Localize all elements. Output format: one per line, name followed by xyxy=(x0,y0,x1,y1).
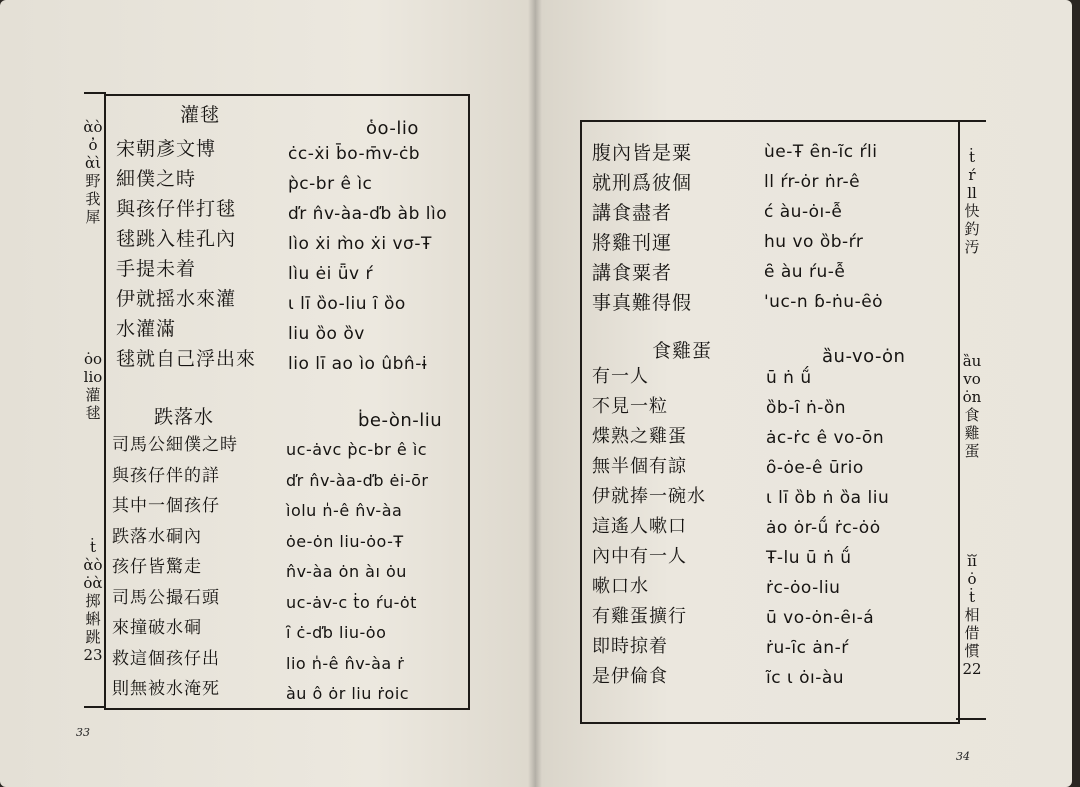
side-glyph: ȯn xyxy=(962,388,982,406)
hanzi-line: 將雞刊運 xyxy=(592,232,673,254)
right-frame-bottom-extension xyxy=(956,718,986,720)
hanzi-line: 這遙人嗽口 xyxy=(592,516,687,537)
left-page-number: 33 xyxy=(76,726,90,739)
side-glyph: 慣 xyxy=(964,642,980,660)
side-glyph: 22 xyxy=(962,660,982,678)
side-glyph: 食 xyxy=(964,406,980,424)
romanized-line: 'uc-n ɓ-ṅu-ȇȯ xyxy=(764,292,884,312)
romanized-line: hu vo ȍb-ŕr xyxy=(764,232,864,252)
hanzi-line: 孩仔皆驚走 xyxy=(112,557,202,577)
romanized-line: ȧo ȯr-ṹ ṙc-ȯȯ xyxy=(766,518,881,538)
right-side-bot xyxy=(960,552,984,678)
right-frame-top-extension xyxy=(956,120,986,122)
hanzi-line: 嗽口水 xyxy=(592,576,649,597)
side-glyph: ȯo xyxy=(83,350,103,368)
hanzi-line: 司馬公撮石頭 xyxy=(112,587,220,608)
side-glyph: ll xyxy=(967,184,977,202)
romanized-line: ȇ àu ŕu-ễ xyxy=(764,262,846,282)
romanized-line: ùe-Ŧ ȇn-ĩc ŕli xyxy=(764,142,878,162)
romanized-line: ȍb-ȋ ṅ-ȍn xyxy=(766,398,847,418)
side-glyph: vo xyxy=(963,370,981,388)
romanized-line: ṙu-ȋc ȧn-ŕ xyxy=(766,638,849,658)
romanized-line: lio n̍-ê n̂v-àa ṙ xyxy=(286,653,405,673)
hanzi-line: 有一人 xyxy=(592,366,649,387)
side-glyph: 野 xyxy=(85,172,101,190)
side-glyph: ṫ xyxy=(89,538,97,556)
left-frame-top-extension xyxy=(84,92,106,94)
hanzi-line: 不見一粒 xyxy=(592,396,668,417)
romanized-line: ɩ lī ȍo-liu ȋ ȍo xyxy=(288,294,406,314)
side-glyph: ὰὸ xyxy=(83,118,103,136)
romanized-line: ďr n̂v-àa-ďb ėi-ōr xyxy=(286,470,429,490)
hanzi-line: 宋朝彥文博 xyxy=(116,138,217,160)
side-glyph: 雞 xyxy=(964,424,980,442)
romanized-line: ṙc-ȯo-liu xyxy=(766,578,841,598)
left-title-1: 灌毬 xyxy=(180,104,221,126)
right-side-top xyxy=(960,148,984,256)
romanized-line: uc-ȧv-c ṫo ŕu-ȯt xyxy=(286,592,417,612)
romanized-line: àu ô ȯr liu ṙoic xyxy=(286,684,410,703)
romanized-line: ȋ ċ-ďb liu-ȯo xyxy=(286,623,387,642)
side-glyph: 跳 xyxy=(85,628,101,646)
romanized-line: liu ȍo ȍv xyxy=(288,324,365,344)
hanzi-line: 內中有一人 xyxy=(592,546,687,567)
hanzi-line: 其中一個孩仔 xyxy=(112,496,220,516)
side-glyph: 汚 xyxy=(964,238,980,256)
romanized-line: lìu ėi ǖv ŕ xyxy=(288,264,373,284)
hanzi-line: 與孩仔伴的詳 xyxy=(112,465,220,486)
side-glyph: 快 xyxy=(964,202,980,220)
hanzi-line: 伊就捧一碗水 xyxy=(592,486,706,507)
romanized-line: lìo ẋi m̀o ẋi vσ-Ŧ xyxy=(288,234,432,254)
left-side-top xyxy=(82,118,104,226)
side-glyph: ὰὶ xyxy=(84,154,101,172)
right-title-2: 食雞蛋 xyxy=(652,340,713,362)
side-glyph: ĭĭ xyxy=(967,552,977,570)
romanized-line: ìolu n̍-ê n̂v-àa xyxy=(286,501,403,520)
hanzi-line: 救這個孩仔出 xyxy=(112,648,220,669)
left-rom-title-2: ḃe-òn-liu xyxy=(358,410,443,431)
right-rom-title-2: ȁu-vo-ȯn xyxy=(822,346,906,367)
romanized-line: ȧc-ṙc ê vo-ōn xyxy=(766,428,885,448)
side-glyph: lio xyxy=(83,368,103,386)
right-side-mid xyxy=(960,352,984,460)
side-glyph: 毬 xyxy=(85,404,101,422)
hanzi-line: 講食粟者 xyxy=(592,262,673,284)
hanzi-line: 司馬公細僕之時 xyxy=(112,435,238,455)
side-glyph: ȯ xyxy=(967,570,977,588)
hanzi-line: 手提未着 xyxy=(116,258,197,280)
hanzi-line: 講食盡者 xyxy=(592,202,673,224)
romanized-line: ɩ lī ȍb ṅ ȍa liu xyxy=(766,488,890,508)
romanized-line: n̂v-àa ȯn àı ȯu xyxy=(286,562,407,581)
left-frame-bottom-extension xyxy=(84,706,106,708)
left-title-2: 跌落水 xyxy=(154,406,215,428)
hanzi-line: 無半個有諒 xyxy=(592,456,687,477)
left-side-mid xyxy=(82,350,104,422)
side-glyph: 掷 xyxy=(85,592,101,610)
side-glyph: ŕ xyxy=(968,166,976,184)
hanzi-line: 來撞破水硐 xyxy=(112,618,202,638)
hanzi-line: 就刑爲彼個 xyxy=(592,172,693,194)
hanzi-line: 毬就自己浮出來 xyxy=(116,348,257,370)
side-glyph: 借 xyxy=(964,624,980,642)
romanized-line: ȏ-ȯe-ê ūrio xyxy=(766,458,864,478)
hanzi-line: 則無被水淹死 xyxy=(112,679,220,699)
hanzi-line: 有雞蛋擴行 xyxy=(592,606,687,627)
side-glyph: 蛋 xyxy=(964,442,980,460)
romanized-line: uc-ȧvc p̀c-br ê ìc xyxy=(286,440,428,459)
side-glyph: 相 xyxy=(964,606,980,624)
side-glyph: ὀ xyxy=(88,136,98,154)
romanized-line: ĩc ɩ ȯı-àu xyxy=(766,668,845,688)
book-gutter xyxy=(528,0,542,787)
side-glyph: ṫ xyxy=(968,148,976,166)
romanized-line: ȯe-ȯn liu-ȯo-Ŧ xyxy=(286,531,404,551)
right-page-number: 34 xyxy=(956,750,970,763)
side-glyph: ȯὰ xyxy=(83,574,103,592)
side-glyph: 23 xyxy=(83,646,103,664)
romanized-line: lio lī ao ìo ûbn̂-ɨ xyxy=(288,354,428,374)
side-glyph: 我 xyxy=(85,190,101,208)
hanzi-line: 事真難得假 xyxy=(592,292,693,314)
side-glyph: 蝌 xyxy=(85,610,101,628)
side-glyph: 釣 xyxy=(964,220,980,238)
hanzi-line: 伊就摇水來灌 xyxy=(116,288,237,310)
romanized-line: ċc-ẋi b̄o-m̄v-ċb xyxy=(288,144,421,164)
side-glyph: 犀 xyxy=(85,208,101,226)
side-glyph: 灌 xyxy=(85,386,101,404)
romanized-line: ū vo-ȯn-ȇı-á xyxy=(766,608,875,628)
romanized-line: ll ŕr-ȯr ṅr-ê xyxy=(764,172,861,192)
hanzi-line: 細僕之時 xyxy=(116,168,197,190)
romanized-line: Ŧ-lu ū ṅ ṹ xyxy=(766,548,852,568)
romanized-line: ū ṅ ṹ xyxy=(766,368,812,388)
hanzi-line: 毬跳入桂孔內 xyxy=(116,228,237,250)
side-glyph: ṫ xyxy=(968,588,976,606)
hanzi-line: 跌落水硐內 xyxy=(112,526,202,547)
hanzi-line: 是伊倫食 xyxy=(592,666,668,687)
hanzi-line: 煠熟之雞蛋 xyxy=(592,426,687,447)
romanized-line: ďr n̂v-àa-ďb àb lìo xyxy=(288,204,448,224)
side-glyph: ȁu xyxy=(962,352,982,370)
hanzi-line: 與孩仔伴打毬 xyxy=(116,198,237,220)
romanized-line: ć àu-ȯı-ễ xyxy=(764,202,843,222)
left-rom-title-1: ὁo-lio xyxy=(366,118,419,139)
hanzi-line: 即時掠着 xyxy=(592,636,668,657)
hanzi-line: 水灌滿 xyxy=(116,318,177,340)
left-side-bot xyxy=(82,538,104,664)
side-glyph: ὰὸ xyxy=(83,556,103,574)
hanzi-line: 腹內皆是粟 xyxy=(592,142,693,164)
romanized-line: p̀c-br ê ìc xyxy=(288,174,373,194)
